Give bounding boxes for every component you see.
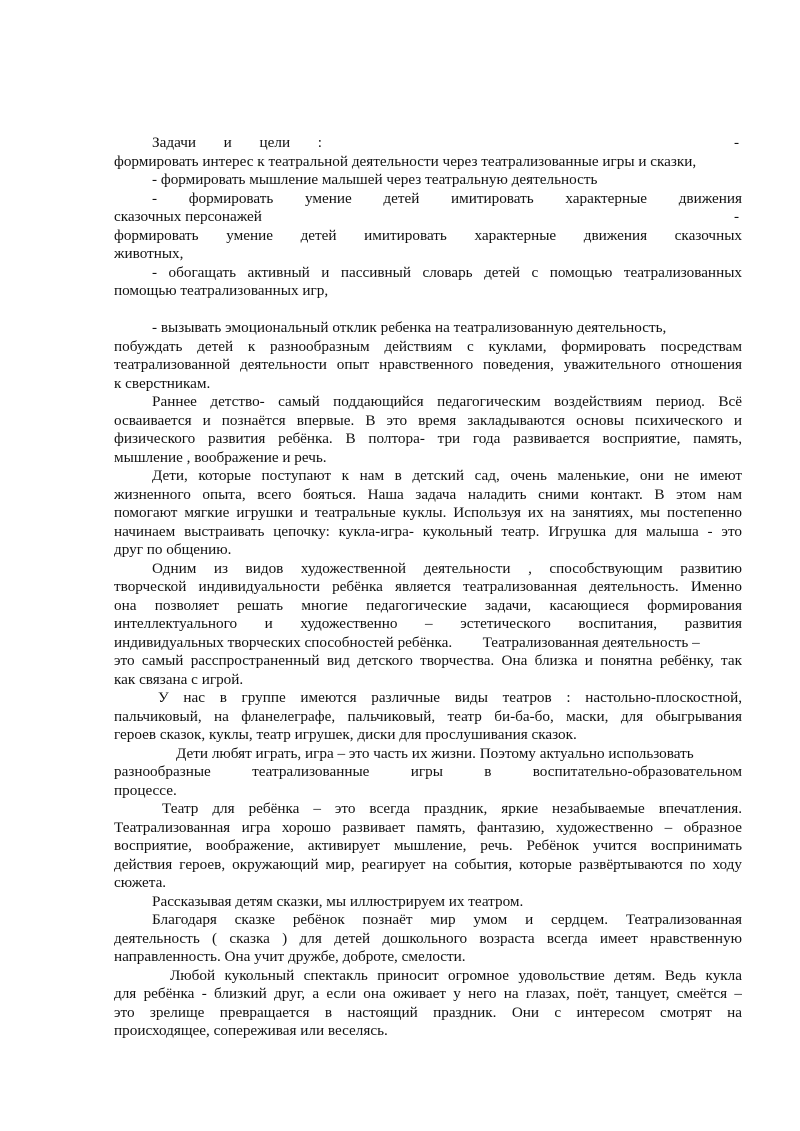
text-line: индивидуальных творческих способностей ребёнка. Театрализованная деятельность – bbox=[114, 634, 700, 651]
text-line: Рассказывая детям сказки, мы иллюстрируем их театром. bbox=[152, 893, 524, 910]
text-line: начинаем выстраивать цепочку: кукла-игра- кукольный театр. Игрушка для малыша - это bbox=[114, 523, 742, 540]
text-line: побуждать детей к разнообразным действиям с куклами, формировать посредствам bbox=[114, 338, 742, 355]
text-line: - формировать мышление малышей через театральную деятельность bbox=[152, 171, 598, 188]
text-line: действия героев, окружающий мир, реагирует на события, которые развёртываются по ходу bbox=[114, 856, 742, 873]
text-line: восприятие, воображение, активирует мышление, речь. Ребёнок учится воспринимать bbox=[114, 837, 742, 854]
list-dash: - bbox=[734, 208, 740, 225]
text-line: для ребёнка - близкий друг, а если она оживает у него на глазах, поёт, танцует, смеётся – bbox=[114, 985, 742, 1002]
text-line: мышление , воображение и речь. bbox=[114, 449, 327, 466]
text-line: к сверстникам. bbox=[114, 375, 211, 392]
text-line: процессе. bbox=[114, 782, 177, 799]
text-line: формировать интерес к театральной деятельности через театрализованные игры и сказки, bbox=[114, 153, 697, 170]
text-line: сказочных персонажей bbox=[114, 208, 262, 225]
text-line: пальчиковый, на фланелеграфе, пальчиковый, театр би-ба-бо, маски, для обыгрывания bbox=[114, 708, 742, 725]
text-line: животных, bbox=[114, 245, 184, 262]
text-line: Театрализованная игра хорошо развивает память, фантазию, художественно – образное bbox=[114, 819, 742, 836]
text-line: У нас в группе имеются различные виды театров : настольно-плоскостной, bbox=[158, 689, 742, 706]
text-line: Одним из видов художественной деятельности , способствующим развитию bbox=[152, 560, 742, 577]
text-line: - обогащать активный и пассивный словарь детей с помощью театрализованных bbox=[152, 264, 742, 281]
text-line: это самый расспространенный вид детского творчества. Она близка и понятна ребёнку, так bbox=[114, 652, 742, 669]
text-line: это зрелище превращается в настоящий праздник. Они с интересом смотрят на bbox=[114, 1004, 742, 1021]
text-line: театрализованной деятельности опыт нравственного поведения, уважительного отношения bbox=[114, 356, 742, 373]
text-line: друг по общению. bbox=[114, 541, 232, 558]
text-line: направленность. Она учит дружбе, доброте, смелости. bbox=[114, 948, 466, 965]
text-line: творческой индивидуальности ребёнка является театрализованная деятельность. Именно bbox=[114, 578, 742, 595]
text-line: Театр для ребёнка – это всегда праздник, яркие незабываемые впечатления. bbox=[162, 800, 742, 817]
text-line: Дети, которые поступают к нам в детский сад, очень маленькие, они не имеют bbox=[152, 467, 742, 484]
text-line: помогают мягкие игрушки и театральные куклы. Используя их на занятиях, мы постепенно bbox=[114, 504, 742, 521]
text-line: она позволяет решать многие педагогические задачи, касающиеся формирования bbox=[114, 597, 742, 614]
text-line: происходящее, сопереживая или веселясь. bbox=[114, 1022, 388, 1039]
text-line: деятельность ( сказка ) для детей дошкольного возраста всегда имеет нравственную bbox=[114, 930, 742, 947]
text-line: физического развития ребёнка. В полтора- три года развивается восприятие, память, bbox=[114, 430, 742, 447]
text-line: Благодаря сказке ребёнок познаёт мир умом и сердцем. Театрализованная bbox=[152, 911, 742, 928]
text-line: Раннее детство- самый поддающийся педагогическим воздействиям период. Всё bbox=[152, 393, 742, 410]
text-line: - вызывать эмоциональный отклик ребенка на театрализованную деятельность, bbox=[152, 319, 667, 336]
text-line: помощью театрализованных игр, bbox=[114, 282, 329, 299]
text-line: - формировать умение детей имитировать характерные движения bbox=[152, 190, 742, 207]
text-line-goals-heading: Задачи и цели : bbox=[152, 134, 322, 151]
text-line: разнообразные театрализованные игры в воспитательно-образовательном bbox=[114, 763, 742, 780]
text-line: Дети любят играть, игра – это часть их жизни. Поэтому актуально использовать bbox=[176, 745, 694, 762]
text-line: осваивается и познаётся впервые. В это время закладываются основы психического и bbox=[114, 412, 742, 429]
text-line: интеллектуального и художественно – эстетического воспитания, развития bbox=[114, 615, 742, 632]
text-line: Любой кукольный спектакль приносит огромное удовольствие детям. Ведь кукла bbox=[170, 967, 742, 984]
text-line: формировать умение детей имитировать характерные движения сказочных bbox=[114, 227, 742, 244]
text-line: героев сказок, куклы, театр игрушек, диски для прослушивания сказок. bbox=[114, 726, 577, 743]
list-dash: - bbox=[734, 134, 740, 151]
text-line: жизненного опыта, всего бояться. Наша задача наладить сними контакт. В этом нам bbox=[114, 486, 742, 503]
text-line: как связана с игрой. bbox=[114, 671, 244, 688]
text-line: сюжета. bbox=[114, 874, 167, 891]
